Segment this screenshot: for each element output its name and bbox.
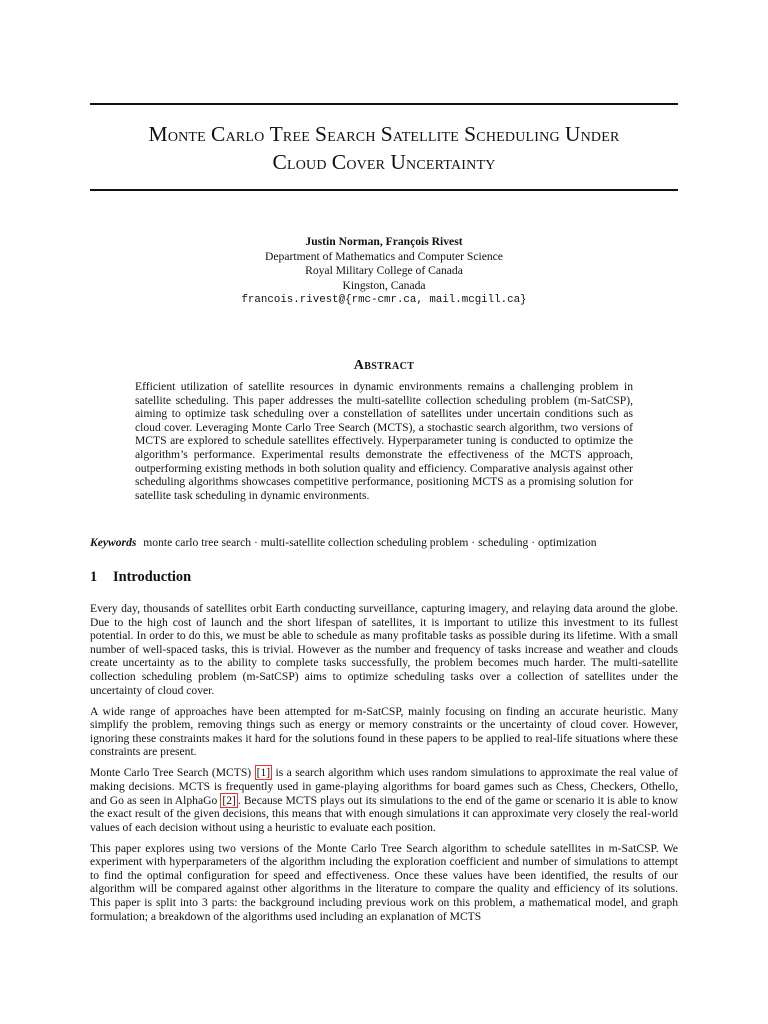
title-word: Carlo (211, 122, 265, 146)
author-institution: Royal Military College of Canada (305, 264, 463, 278)
paragraph-text: . Because MCTS plays out its simulations to the end of the game or scenario it is able to know the exact result of the given decisions, this means that with enough simulations it can approximate very closely the real-world values of each decision without using a heuristic to evaluate each position. (90, 793, 678, 834)
title-word: Search (315, 122, 376, 146)
citation-link[interactable]: [2] (222, 793, 236, 807)
title-bottom-rule (90, 189, 678, 191)
keywords-label: Keywords (90, 536, 137, 549)
author-location: Kingston, Canada (342, 278, 426, 292)
author-department: Department of Mathematics and Computer Science (265, 249, 503, 263)
paragraph-text: is a search algorithm which uses random simulations to approximate the real value of making decisions. MCTS is frequently used in game-playing algorithms for board games such as Chess, Checkers, Othello, and Go as seen in AlphaGo (90, 766, 678, 807)
title-word: Uncertainty (390, 150, 496, 174)
title-line-2 (90, 149, 678, 177)
paragraph-text: Monte Carlo Tree Search (MCTS) (90, 766, 255, 780)
introduction-body (90, 602, 678, 931)
section-number: 1 (90, 569, 98, 585)
title-word: Cover (331, 150, 386, 174)
keywords-list: monte carlo tree search · multi-satellite collection scheduling problem · scheduling · optimization (143, 536, 597, 549)
paragraph: This paper explores using two versions of the Monte Carlo Tree Search algorithm to schedule satellites in m-SatCSP. We experiment with hyperparameters of the algorithm including the exploration coefficient and number of simulations to attempt to find the optimal configuration for speed and effectiveness. Once these values have been identified, the results of our algorithm will be compared against other algorithms in the literature to compare the quality and efficiency of its solutions. This paper is split into 3 parts: the background including previous work on this problem, a mathematical model, and graph formulation; a breakdown of the algorithms used including an explanation of MCTS (90, 841, 678, 923)
author-block (90, 235, 678, 308)
author-email: francois.rivest@{rmc-cmr.ca, mail.mcgill.ca} (241, 294, 527, 307)
title-word: Cloud (272, 150, 327, 174)
title-word: Satellite (380, 122, 460, 146)
title-top-rule (90, 103, 678, 105)
title-word: Scheduling (464, 122, 560, 146)
paper-title (90, 121, 678, 177)
keywords-line (90, 536, 678, 550)
title-word: Under (564, 122, 620, 146)
title-word: Monte (148, 122, 206, 146)
section-heading-introduction (90, 569, 191, 586)
abstract-heading: Abstract (353, 358, 415, 373)
abstract-text: Efficient utilization of satellite resources in dynamic environments remains a challenging problem in satellite scheduling. This paper addresses the multi-satellite collection scheduling problem (m-SatCSP), aiming to optimize task scheduling over a constellation of satellites under uncertain conditions such as cloud cover. Leveraging Monte Carlo Tree Search (MCTS), a stochastic search algorithm, two versions of MCTS are explored to schedule satellites effectively. Hyperparameter tuning is conducted to optimize the algorithm’s performance. Experimental results demonstrate the effectiveness of the MCTS approach, outperforming existing methods in both solution quality and efficiency. Comparative analysis against other scheduling algorithms showcases competitive performance, positioning MCTS as a promising solution for satellite task scheduling in dynamic environments. (135, 380, 633, 502)
title-line-1 (90, 121, 678, 149)
paragraph: A wide range of approaches have been attempted for m-SatCSP, mainly focusing on finding an accurate heuristic. Many simplify the problem, removing things such as energy or memory constraints or the uncertainty of cloud cover. However, ignoring these constraints makes it hard for the solutions found in these papers to be applied to real-life situations where these constraints are present. (90, 704, 678, 759)
author-names: Justin Norman, François Rivest (305, 235, 463, 248)
paragraph (90, 766, 678, 834)
paragraph: Every day, thousands of satellites orbit Earth conducting surveillance, capturing imagery, and relaying data around the globe. Due to the high cost of launch and the short lifespan of satellites, it is important to utilize this investment to its fullest potential. In order to do this, we must be able to schedule as many profitable tasks as possible during its lifetime. With a small number of well-spaced tasks, this is trivial. However as the number and frequency of tasks increase and weather and clouds create uncertainty as to the ability to complete tasks successfully, the problem becomes much harder. The multi-satellite collection scheduling problem (m-SatCSP) aims to optimize scheduling tasks over a collection of satellites under the uncertainty of cloud cover. (90, 602, 678, 697)
title-word: Tree (269, 122, 310, 146)
citation-link[interactable]: [1] (256, 766, 271, 780)
section-title: Introduction (113, 569, 192, 585)
